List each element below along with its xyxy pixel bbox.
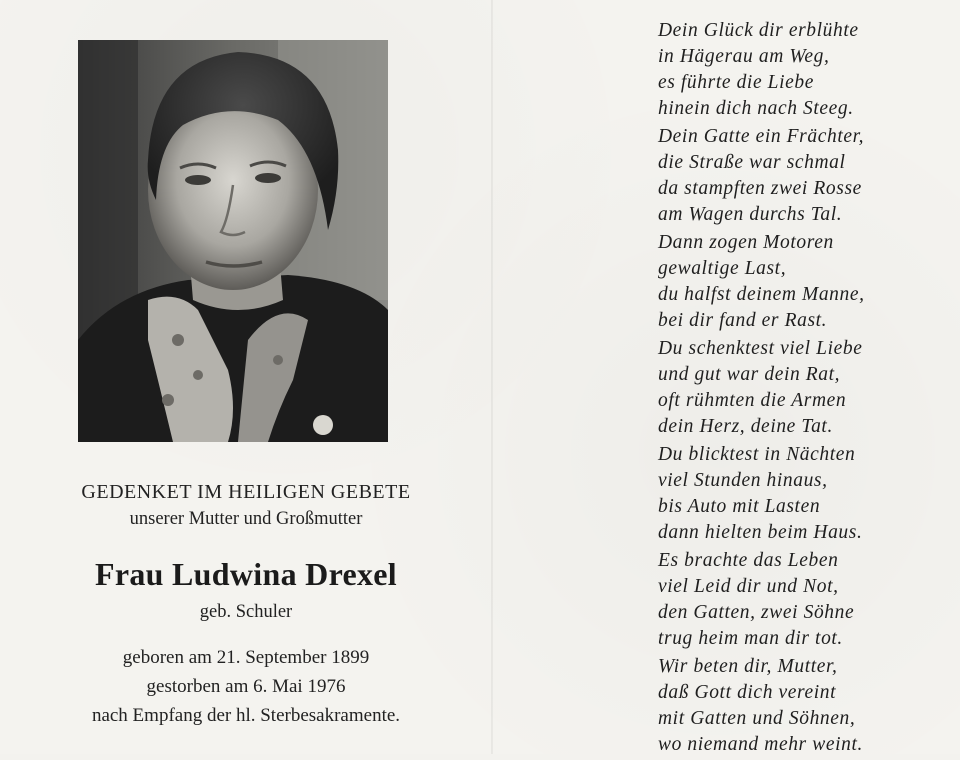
poem-stanza [658,548,948,652]
poem-line: da stampften zwei Rosse [658,178,862,199]
poem-line: und gut war dein Rat, [658,364,841,385]
poem-line: bei dir fand er Rast. [658,310,828,331]
poem-stanza [658,442,948,546]
portrait-photo [78,40,388,442]
death-date: gestorben am 6. Mai 1976 [146,676,346,697]
poem-stanza [658,18,948,122]
poem-line: am Wagen durchs Tal. [658,204,843,225]
poem-line: es führte die Liebe [658,72,814,93]
poem-stanza [658,230,948,334]
poem-stanza [658,336,948,440]
birth-date: geboren am 21. September 1899 [122,647,370,668]
poem-stanza [658,124,948,228]
poem-line: bis Auto mit Lasten [658,496,821,517]
poem-line: Dein Gatte ein Frächter, [658,126,865,147]
poem-line: Dann zogen Motoren [658,232,834,253]
poem-line: die Straße war schmal [658,152,846,173]
relation-text: unserer Mutter und Großmutter [129,509,363,529]
poem-line: dein Herz, deine Tat. [658,416,833,437]
poem-line: viel Leid dir und Not, [658,576,839,597]
poem-line: den Gatten, zwei Söhne [658,602,855,623]
poem-line: mit Gatten und Söhnen, [658,708,856,729]
poem-line: viel Stunden hinaus, [658,470,828,491]
poem-line: wo niemand mehr weint. [658,734,863,755]
poem-line: Wir beten dir, Mutter, [658,656,838,677]
poem-line: Du schenktest viel Liebe [658,338,863,359]
poem-line: hinein dich nach Steeg. [658,98,854,119]
poem-line: in Hägerau am Weg, [658,46,830,67]
maiden-name: geb. Schuler [199,602,293,622]
poem-line: du halfst deinem Manne, [658,284,865,305]
sacraments-text: nach Empfang der hl. Sterbesakramente. [91,705,401,726]
poem-line: daß Gott dich vereint [658,682,837,703]
poem-line: oft rühmten die Armen [658,390,847,411]
deceased-name: Frau Ludwina Drexel [94,556,397,592]
poem-stanza [658,654,948,758]
poem [658,18,948,760]
poem-line: Es brachte das Leben [658,550,839,571]
poem-line: Dein Glück dir erblühte [658,20,859,41]
poem-line: trug heim man dir tot. [658,628,843,649]
poem-line: dann hielten beim Haus. [658,522,863,543]
poem-line: Du blicktest in Nächten [658,444,856,465]
right-panel [492,0,960,754]
portrait-image [78,40,388,442]
heading-text: GEDENKET IM HEILIGEN GEBETE [81,481,411,503]
poem-line: gewaltige Last, [658,258,787,279]
